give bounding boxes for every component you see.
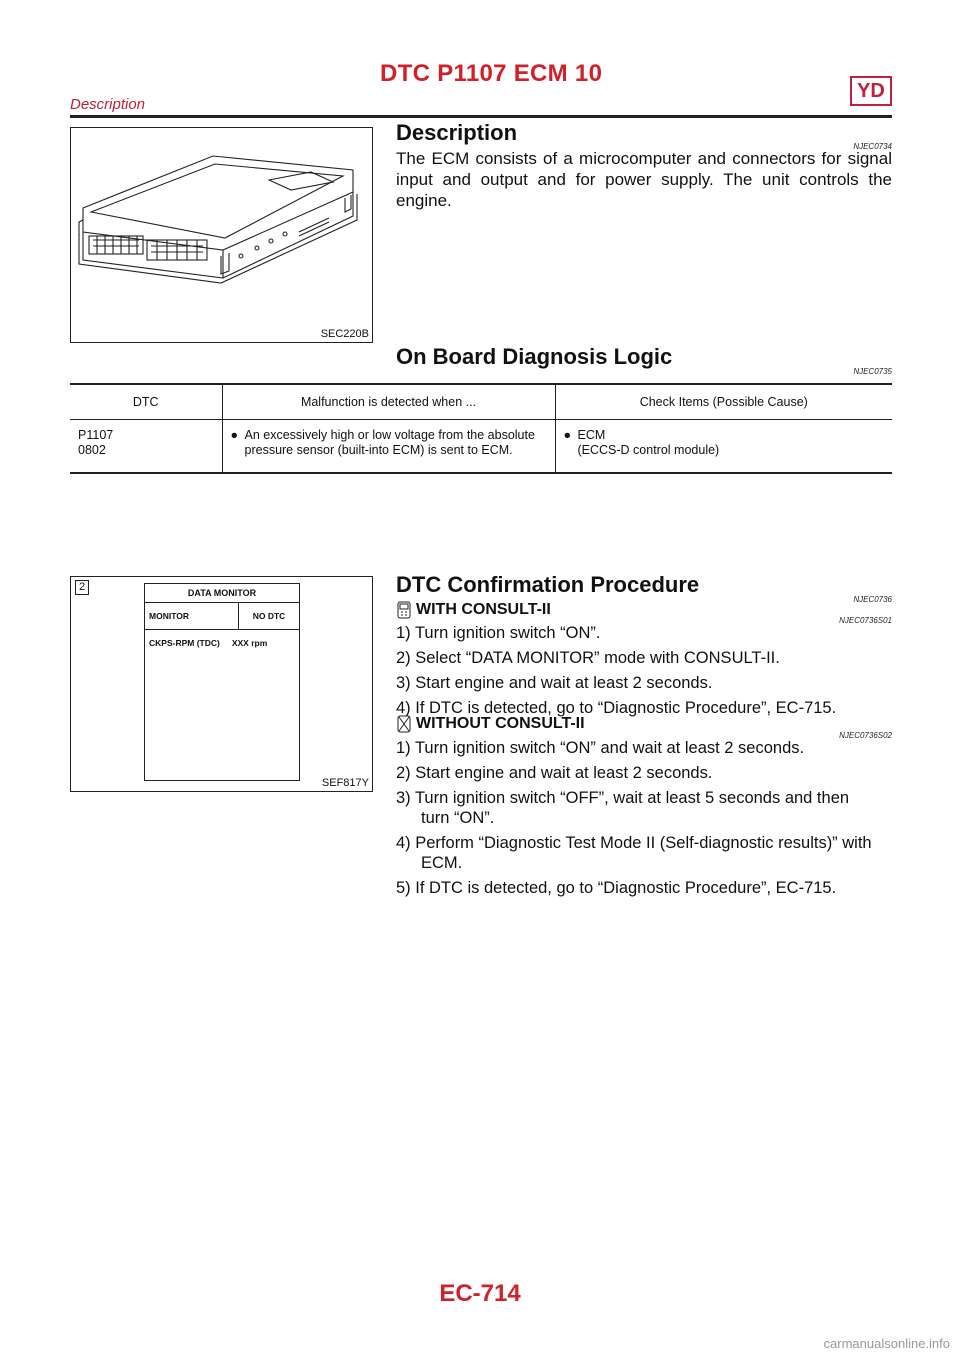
step: 2) Start engine and wait at least 2 seconds. (396, 764, 713, 782)
check-items-cell (555, 420, 892, 474)
column-header: Malfunction is detected when ... (222, 384, 555, 420)
step: 2) Select “DATA MONITOR” mode with CONSULT-II. (396, 649, 780, 667)
figure-caption: SEC220B (320, 328, 369, 340)
step: 3) Start engine and wait at least 2 seconds. (396, 674, 713, 692)
monitor-status: NO DTC (238, 603, 299, 629)
without-consult-section (396, 714, 585, 734)
column-header: Check Items (Possible Cause) (555, 384, 892, 420)
ecm-unit-illustration (71, 128, 372, 328)
step-continued: turn “ON”. (421, 809, 495, 827)
no-consult-icon (396, 714, 412, 734)
data-monitor-figure (70, 576, 373, 792)
figure-corner-label: 2 (75, 580, 89, 595)
confirmation-heading: DTC Confirmation Procedure (396, 572, 700, 597)
malfunction-text: An excessively high or low voltage from the absolute pressure sensor (built-into ECM) is sent to ECM. (244, 428, 535, 457)
without-consult-code: NJEC0736S02 (839, 731, 892, 740)
data-monitor-screen (144, 583, 300, 781)
page-title: DTC P1107 ECM 10 (380, 60, 603, 87)
monitor-value: XXX rpm (231, 638, 268, 648)
step-continued: ECM. (421, 854, 463, 872)
step: 1) Turn ignition switch “ON”. (396, 624, 601, 642)
monitor-title: DATA MONITOR (145, 584, 299, 603)
step: 5) If DTC is detected, go to “Diagnostic Procedure”, EC-715. (396, 879, 837, 897)
header-rule (70, 115, 892, 118)
with-consult-code: NJEC0736S01 (839, 616, 892, 625)
bullet-icon: ● (563, 428, 572, 442)
monitor-item: CKPS-RPM (TDC) (149, 638, 220, 648)
step: 4) Perform “Diagnostic Test Mode II (Self-diagnostic results)” with (396, 834, 872, 852)
without-consult-heading: WITHOUT CONSULT-II (416, 715, 585, 732)
malfunction-cell (222, 420, 555, 474)
page-subtitle: Description (70, 96, 146, 113)
obd-code: NJEC0735 (853, 367, 892, 376)
step: 1) Turn ignition switch “ON” and wait at least 2 seconds. (396, 739, 805, 757)
figure-caption: SEF817Y (321, 777, 369, 789)
check-item: ECM (577, 428, 606, 442)
bullet-icon: ● (230, 428, 239, 442)
with-consult-section (396, 600, 551, 620)
dtc-code: P1107 (78, 428, 114, 442)
step: 4) If DTC is detected, go to “Diagnostic Procedure”, EC-715. (396, 699, 837, 717)
description-text: The ECM consists of a microcomputer and connectors for signal input and output and for power supply. The unit controls the engine. (396, 149, 892, 210)
table-header-row (70, 384, 892, 420)
step: 3) Turn ignition switch “OFF”, wait at least 5 seconds and then (396, 789, 850, 807)
obd-heading: On Board Diagnosis Logic (396, 344, 673, 369)
table-row (70, 420, 892, 474)
watermark: carmanualsonline.info (823, 1336, 950, 1351)
dtc-cell (70, 420, 222, 474)
confirmation-code: NJEC0736 (853, 595, 892, 604)
engine-badge: YD (850, 76, 892, 106)
ecm-figure (70, 127, 373, 343)
check-item-detail: (ECCS-D control module) (577, 443, 720, 457)
description-code: NJEC0734 (853, 142, 892, 151)
obd-table (70, 383, 892, 474)
page-number: EC-714 (439, 1280, 521, 1307)
consult-device-icon (396, 600, 412, 620)
monitor-column: MONITOR (149, 611, 189, 621)
dtc-number: 0802 (78, 443, 106, 457)
column-header: DTC (70, 384, 222, 420)
description-heading: Description (396, 120, 518, 145)
with-consult-heading: WITH CONSULT-II (416, 601, 551, 618)
